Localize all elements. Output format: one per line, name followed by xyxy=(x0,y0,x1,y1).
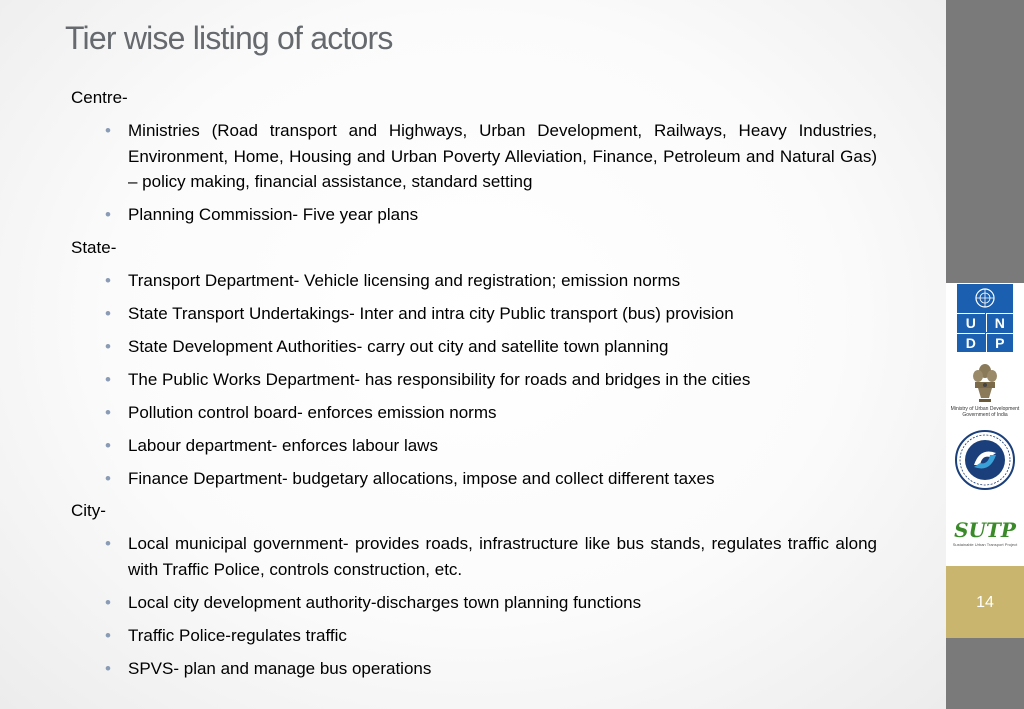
sutp-logo-text: SUTP xyxy=(954,517,1016,542)
sutp-logo xyxy=(948,498,1022,566)
logo-panel xyxy=(946,283,1024,566)
bullet-item: • Labour department- enforces labour laws xyxy=(71,433,877,459)
bullet-icon: • xyxy=(105,303,111,323)
undp-logo xyxy=(948,283,1022,353)
institute-of-urban-transport-icon xyxy=(954,429,1016,491)
ashoka-emblem-icon xyxy=(970,362,1000,406)
bullet-icon: • xyxy=(105,121,111,140)
iut-logo xyxy=(948,425,1022,495)
un-emblem-icon xyxy=(957,284,1013,312)
section-heading-centre: Centre- xyxy=(71,88,128,107)
bullet-item: • Planning Commission- Five year plans xyxy=(71,202,877,228)
bullet-icon: • xyxy=(105,592,111,612)
bullet-icon: • xyxy=(105,658,111,678)
bullet-item: • Pollution control board- enforces emission norms xyxy=(71,400,877,426)
undp-letter: U xyxy=(957,313,985,332)
moud-logo xyxy=(948,356,1022,424)
bullet-item: • Traffic Police-regulates traffic xyxy=(71,623,877,649)
bullet-item: • Local city development authority-discharges town planning functions xyxy=(71,590,877,616)
bullet-item: • SPVS- plan and manage bus operations xyxy=(71,656,877,682)
bullet-icon: • xyxy=(105,270,111,290)
slide-content xyxy=(71,86,877,689)
bullet-icon: • xyxy=(105,336,111,356)
bullet-list-state xyxy=(71,268,877,492)
bullet-icon: • xyxy=(105,625,111,645)
bullet-item: • Transport Department- Vehicle licensing and registration; emission norms xyxy=(71,268,877,294)
bullet-icon: • xyxy=(105,369,111,389)
bullet-icon: • xyxy=(105,205,111,224)
section-heading-state: State- xyxy=(71,237,117,257)
bullet-item: • Finance Department- budgetary allocations, impose and collect different taxes xyxy=(71,466,877,492)
bullet-icon: • xyxy=(105,534,111,553)
bullet-item: • Local municipal government- provides roads, infrastructure like bus stands, regulates traffic along with Traffic Police, controls construction, etc. xyxy=(71,531,877,582)
sutp-logo-subtitle: Sustainable Urban Transport Project xyxy=(952,541,1018,547)
undp-letter: P xyxy=(986,333,1014,352)
bullet-item: • State Transport Undertakings- Inter and intra city Public transport (bus) provision xyxy=(71,301,877,327)
slide-title: Tier wise listing of actors xyxy=(65,20,393,56)
section-heading-city: City- xyxy=(71,501,106,520)
moud-caption: Ministry of Urban Development xyxy=(950,406,1020,412)
bullet-icon: • xyxy=(105,402,111,422)
undp-letter: N xyxy=(986,313,1014,332)
bullet-item: • Ministries (Road transport and Highways, Urban Development, Railways, Heavy Industries, Environment, Home, Housing and Urban Poverty Alleviation, Finance, Petroleum and Natural Gas) – policy making, financial assistance, standard setting xyxy=(71,118,877,195)
bullet-icon: • xyxy=(105,468,111,488)
bullet-item: • The Public Works Department- has responsibility for roads and bridges in the cities xyxy=(71,367,877,393)
page-number-box xyxy=(946,566,1024,638)
bullet-list-centre xyxy=(71,118,877,228)
bullet-list-city xyxy=(71,531,877,681)
bullet-icon: • xyxy=(105,435,111,455)
bullet-item: • State Development Authorities- carry out city and satellite town planning xyxy=(71,334,877,360)
moud-caption: Government of India xyxy=(962,412,1008,418)
undp-letter: D xyxy=(957,333,985,352)
page-number: 14 xyxy=(976,594,994,611)
